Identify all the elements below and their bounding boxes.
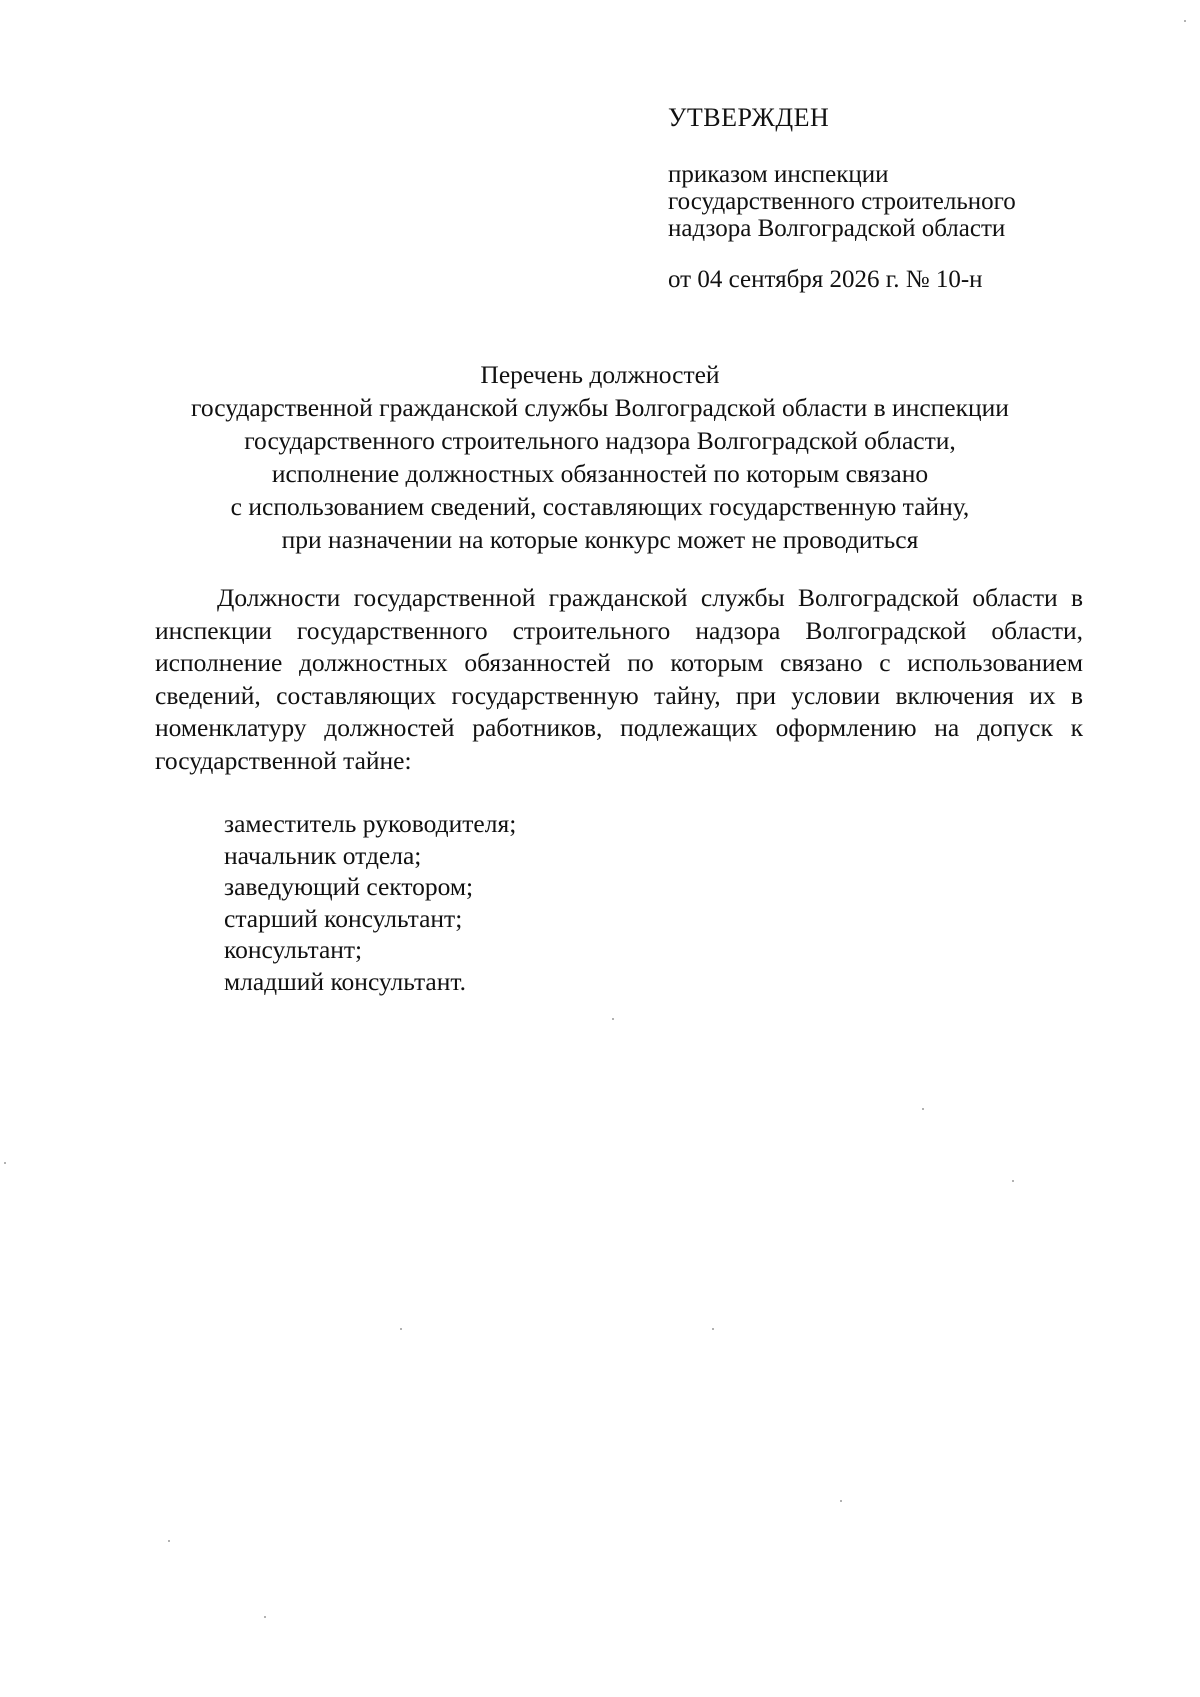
- position-item: старший консультант;: [224, 903, 463, 933]
- title-line: исполнение должностных обязанностей по которым связано: [271, 459, 929, 488]
- document-title: [120, 358, 1080, 556]
- scan-speck: [4, 1162, 6, 1164]
- title-line: при назначении на которые конкурс может не проводиться: [281, 525, 919, 554]
- title-line: Перечень должностей: [480, 360, 720, 389]
- approval-line: надзора Волгоградской области: [668, 215, 1006, 242]
- title-line: государственной гражданской службы Волгоградской области в инспекции: [191, 393, 1009, 422]
- position-item: заместитель руководителя;: [224, 809, 517, 838]
- scan-speck: [840, 1500, 842, 1502]
- scan-speck: [612, 1018, 614, 1020]
- title-line: с использованием сведений, составляющих государственную тайну,: [230, 492, 970, 521]
- approval-line: приказом инспекции: [668, 161, 889, 188]
- approval-heading: УТВЕРЖДЕН: [668, 103, 830, 132]
- position-item: начальник отдела;: [224, 840, 422, 870]
- scan-speck: [400, 1328, 402, 1330]
- scan-speck: [922, 1108, 924, 1110]
- position-item: заведующий сектором;: [224, 872, 474, 901]
- body-paragraph: Должности государственной гражданской службы Волгоградской области в инспекции государственного строительного надзора Волгоградской области, исполнение должностных обязанностей по которым связано с использованием сведений, составляющих государственную тайну, при условии включения их в номенклатуру должностей работников, подлежащих оформлению на допуск к государственной тайне:: [155, 583, 1083, 775]
- scan-speck: [168, 1540, 170, 1542]
- approval-order-text: [668, 161, 1108, 242]
- positions-list: [224, 808, 516, 997]
- position-item: консультант;: [224, 935, 363, 964]
- scan-speck: [1184, 20, 1186, 22]
- approval-block: [668, 104, 1108, 293]
- scan-speck: [1012, 1180, 1014, 1182]
- approval-line: государственного строительного: [668, 188, 1016, 215]
- scan-speck: [712, 1328, 714, 1330]
- approval-date-number: от 04 сентября 2026 г. № 10-н: [668, 266, 983, 293]
- title-line: государственного строительного надзора Волгоградской области,: [244, 426, 956, 455]
- position-item: младший консультант.: [224, 966, 466, 996]
- scan-speck: [264, 1616, 266, 1618]
